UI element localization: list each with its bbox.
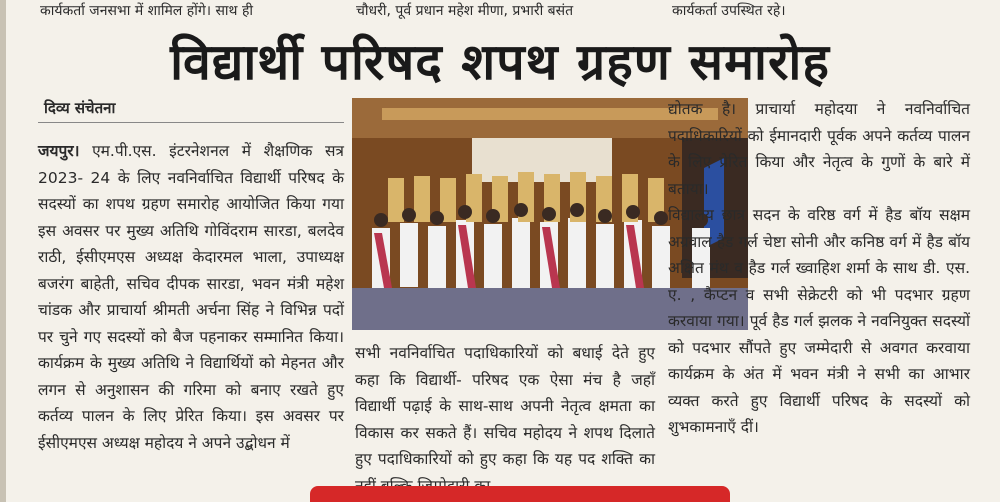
column-1-text: एम.पी.एस. इंटरनेशनल में शैक्षणिक सत्र 2023- 24 के लिए नवनिर्वाचित विद्यार्थी परिषद के सदस्यों का शपथ ग्रहण समारोह आयोजित किया गया इस अवसर पर मुख्य अतिथि गोविंदराम सारडा, बलदेव राठी, ईसीएमएस अध्यक्ष केदारमल भाला, उपाध्यक्ष बजरंग बाहेती, सचिव दीपक सारडा, भवन मंत्री महेश चांडक और प्राचार्या श्रीमती अर्चना सिंह ने विभिन्न पदों पर चुने गए सदस्यों को बैज पहनाकर सम्मानित किया। कार्यक्रम के मुख्य अतिथि ने विद्यार्थियों को मेहनत और लगन से अनुशासन की गरिमा को बनाए रखते हुए कर्तव्य पालन के लिए प्रेरित किया। इस अवसर पर ईसीएमएस अध्यक्ष महोदय ने अपने उद्बोधन में <box>38 142 344 452</box>
column-3-paragraph-2: विद्यालय छात्र सदन के वरिष्ठ वर्ग में हैड बॉय सक्षम अग्रवाल हैड गर्ल चेष्टा सोनी और कनिष्ठ वर्ग में हैड बॉय अक्षित मंथ व हैड गर्ल ख्वाहिश शर्मा के साथ डी. एस. ए. , कैप्टन व सभी सेक्रेटरी को भी पदभार ग्रहण करवाया गया। पूर्व हैड गर्ल झलक ने नवनियुक्त सदस्यों को पदभार सौंपते हुए जम्मेदारी से अवगत करवाया कार्यक्रम के अंत में भवन मंत्री ने सभी का आभार व्यक्त करते हुए विद्यार्थी परिषद के सदस्यों को शुभकामनाएँ दीं। <box>668 206 970 436</box>
next-headline-strip <box>310 486 730 502</box>
column-3-paragraph-1: द्योतक है। प्राचार्या महोदया ने नवनिर्वाचित पदाधिकारियों को ईमानदारी पूर्वक अपने कर्तव्य पालन के लिए प्रेरित किया और नेतृत्व के गुणों के बारे में बताया। <box>668 100 970 198</box>
article-column-2 <box>355 340 655 499</box>
byline-rule <box>38 122 344 123</box>
fragment-1: कार्यकर्ता जनसभा में शामिल होंगे। साथ ही <box>40 3 253 19</box>
fragment-2: चौधरी, पूर्व प्रधान महेश मीणा, प्रभारी बसंत <box>356 3 574 19</box>
dateline: जयपुर। <box>38 142 80 160</box>
fragment-3: कार्यकर्ता उपस्थित रहे। <box>672 3 786 19</box>
headline: विद्यार्थी परिषद शपथ ग्रहण समारोह <box>170 33 830 91</box>
byline: दिव्य संचेतना <box>44 99 116 117</box>
previous-article-fragments <box>0 0 1000 24</box>
article-column-1 <box>38 138 344 456</box>
column-2-text: सभी नवनिर्वाचित पदाधिकारियों को बधाई देते हुए कहा कि विद्यार्थी- परिषद एक ऐसा मंच है जहाँ विद्यार्थी पढ़ाई के साथ-साथ अपनी नेतृत्व क्षमता का विकास कर सकते हैं। सचिव महोदय ने शपथ दिलाते हुए पदाधिकारियों को हुए कहा कि यह पद शक्ति का <box>355 344 655 468</box>
article-column-3 <box>668 96 970 441</box>
